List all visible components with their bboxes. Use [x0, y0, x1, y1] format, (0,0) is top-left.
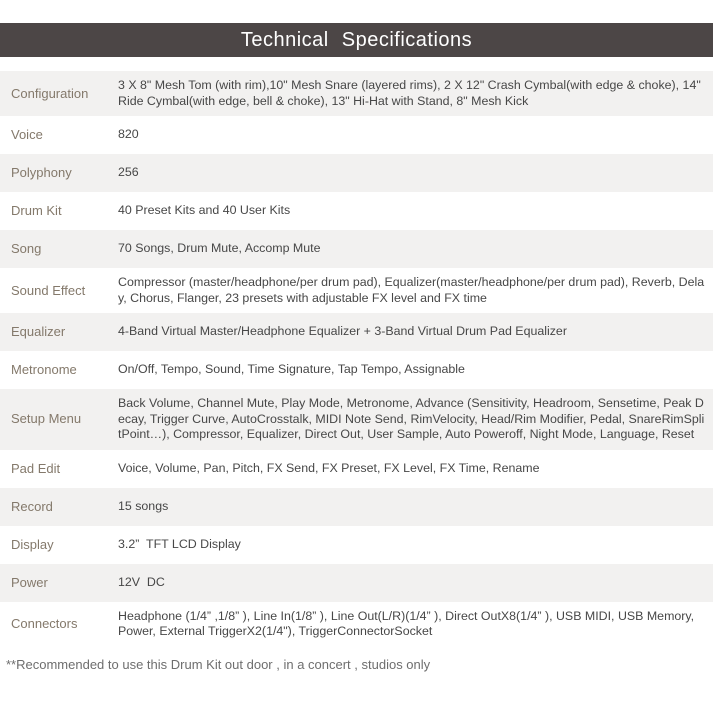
spec-row-sound-effect [0, 268, 713, 313]
spec-value: 12V DC [118, 574, 165, 589]
spec-value: 4-Band Virtual Master/Headphone Equalizer + 3-Band Virtual Drum Pad Equalizer [118, 324, 567, 339]
spec-value: Compressor (master/headphone/per drum pad), Equalizer(master/headphone/per drum pad), Reverb, Delay, Chorus, Flanger, 23 presets with adjustable FX level and FX time [118, 275, 705, 305]
spec-value: 15 songs [118, 498, 169, 513]
spec-label: Song [11, 241, 42, 256]
spec-row-drum-kit [0, 192, 713, 230]
spec-value: 3 X 8" Mesh Tom (with rim),10" Mesh Snare (layered rims), 2 X 12" Crash Cymbal(with edge & choke), 14" Ride Cymbal(with edge, bell & choke), 13" Hi-Hat with Stand, 8" Mesh Kick [118, 78, 705, 108]
spec-row-equalizer [0, 313, 713, 351]
spec-value: 40 Preset Kits and 40 User Kits [118, 203, 291, 218]
spec-label: Setup Menu [11, 411, 82, 427]
spec-row-song [0, 230, 713, 268]
spec-label: Pad Edit [11, 460, 61, 476]
spec-value: Headphone (1/4” ,1/8” ), Line In(1/8” ), Line Out(L/R)(1/4” ), Direct OutX8(1/4” ), USB MIDI, USB Memory, Power, External TriggerX2(1/4"), TriggerConnectorSocket [118, 608, 698, 638]
spec-value: Voice, Volume, Pan, Pitch, FX Send, FX Preset, FX Level, FX Time, Rename [118, 460, 540, 475]
title-bar [0, 23, 713, 57]
spec-row-metronome [0, 351, 713, 389]
spec-label: Connectors [11, 616, 78, 631]
spec-row-setup-menu [0, 389, 713, 450]
page-title: Technical Specifications [240, 28, 473, 51]
spec-row-pad-edit [0, 450, 713, 488]
spec-row-configuration [0, 71, 713, 116]
spec-label: Voice [11, 127, 43, 142]
spec-value: 820 [118, 127, 139, 142]
spec-label: Drum Kit [11, 203, 62, 218]
spec-label: Sound Effect [11, 282, 86, 298]
spec-row-record [0, 488, 713, 526]
spec-table [0, 71, 713, 647]
spec-row-connectors [0, 602, 713, 647]
spec-row-polyphony [0, 154, 713, 192]
spec-row-voice [0, 116, 713, 154]
spec-value: Back Volume, Channel Mute, Play Mode, Metronome, Advance (Sensitivity, Headroom, Sensetime, Peak Decay, Trigger Curve, AutoCrosstalk, MIDI Note Send, RimVelocity, Head/Rim Modifier, Pedal, SnareRimSplitPoint…), Compressor, Equalizer, Direct Out, User Sample, Auto Poweroff, Night Mode, Language, Reset [118, 396, 705, 441]
spec-label: Power [11, 574, 48, 590]
footnote: **Recommended to use this Drum Kit out door , in a concert , studios only [6, 656, 431, 672]
spec-label: Equalizer [11, 324, 66, 339]
spec-value: On/Off, Tempo, Sound, Time Signature, Tap Tempo, Assignable [118, 362, 465, 377]
spec-label: Display [11, 536, 54, 552]
spec-row-display [0, 526, 713, 564]
spec-label: Record [11, 498, 53, 514]
spec-value: 70 Songs, Drum Mute, Accomp Mute [118, 241, 321, 256]
spec-value: 256 [118, 165, 139, 180]
spec-label: Configuration [11, 85, 89, 101]
spec-row-power [0, 564, 713, 602]
spec-value: 3.2” TFT LCD Display [118, 536, 241, 551]
spec-label: Metronome [11, 362, 77, 377]
spec-label: Polyphony [11, 165, 72, 180]
